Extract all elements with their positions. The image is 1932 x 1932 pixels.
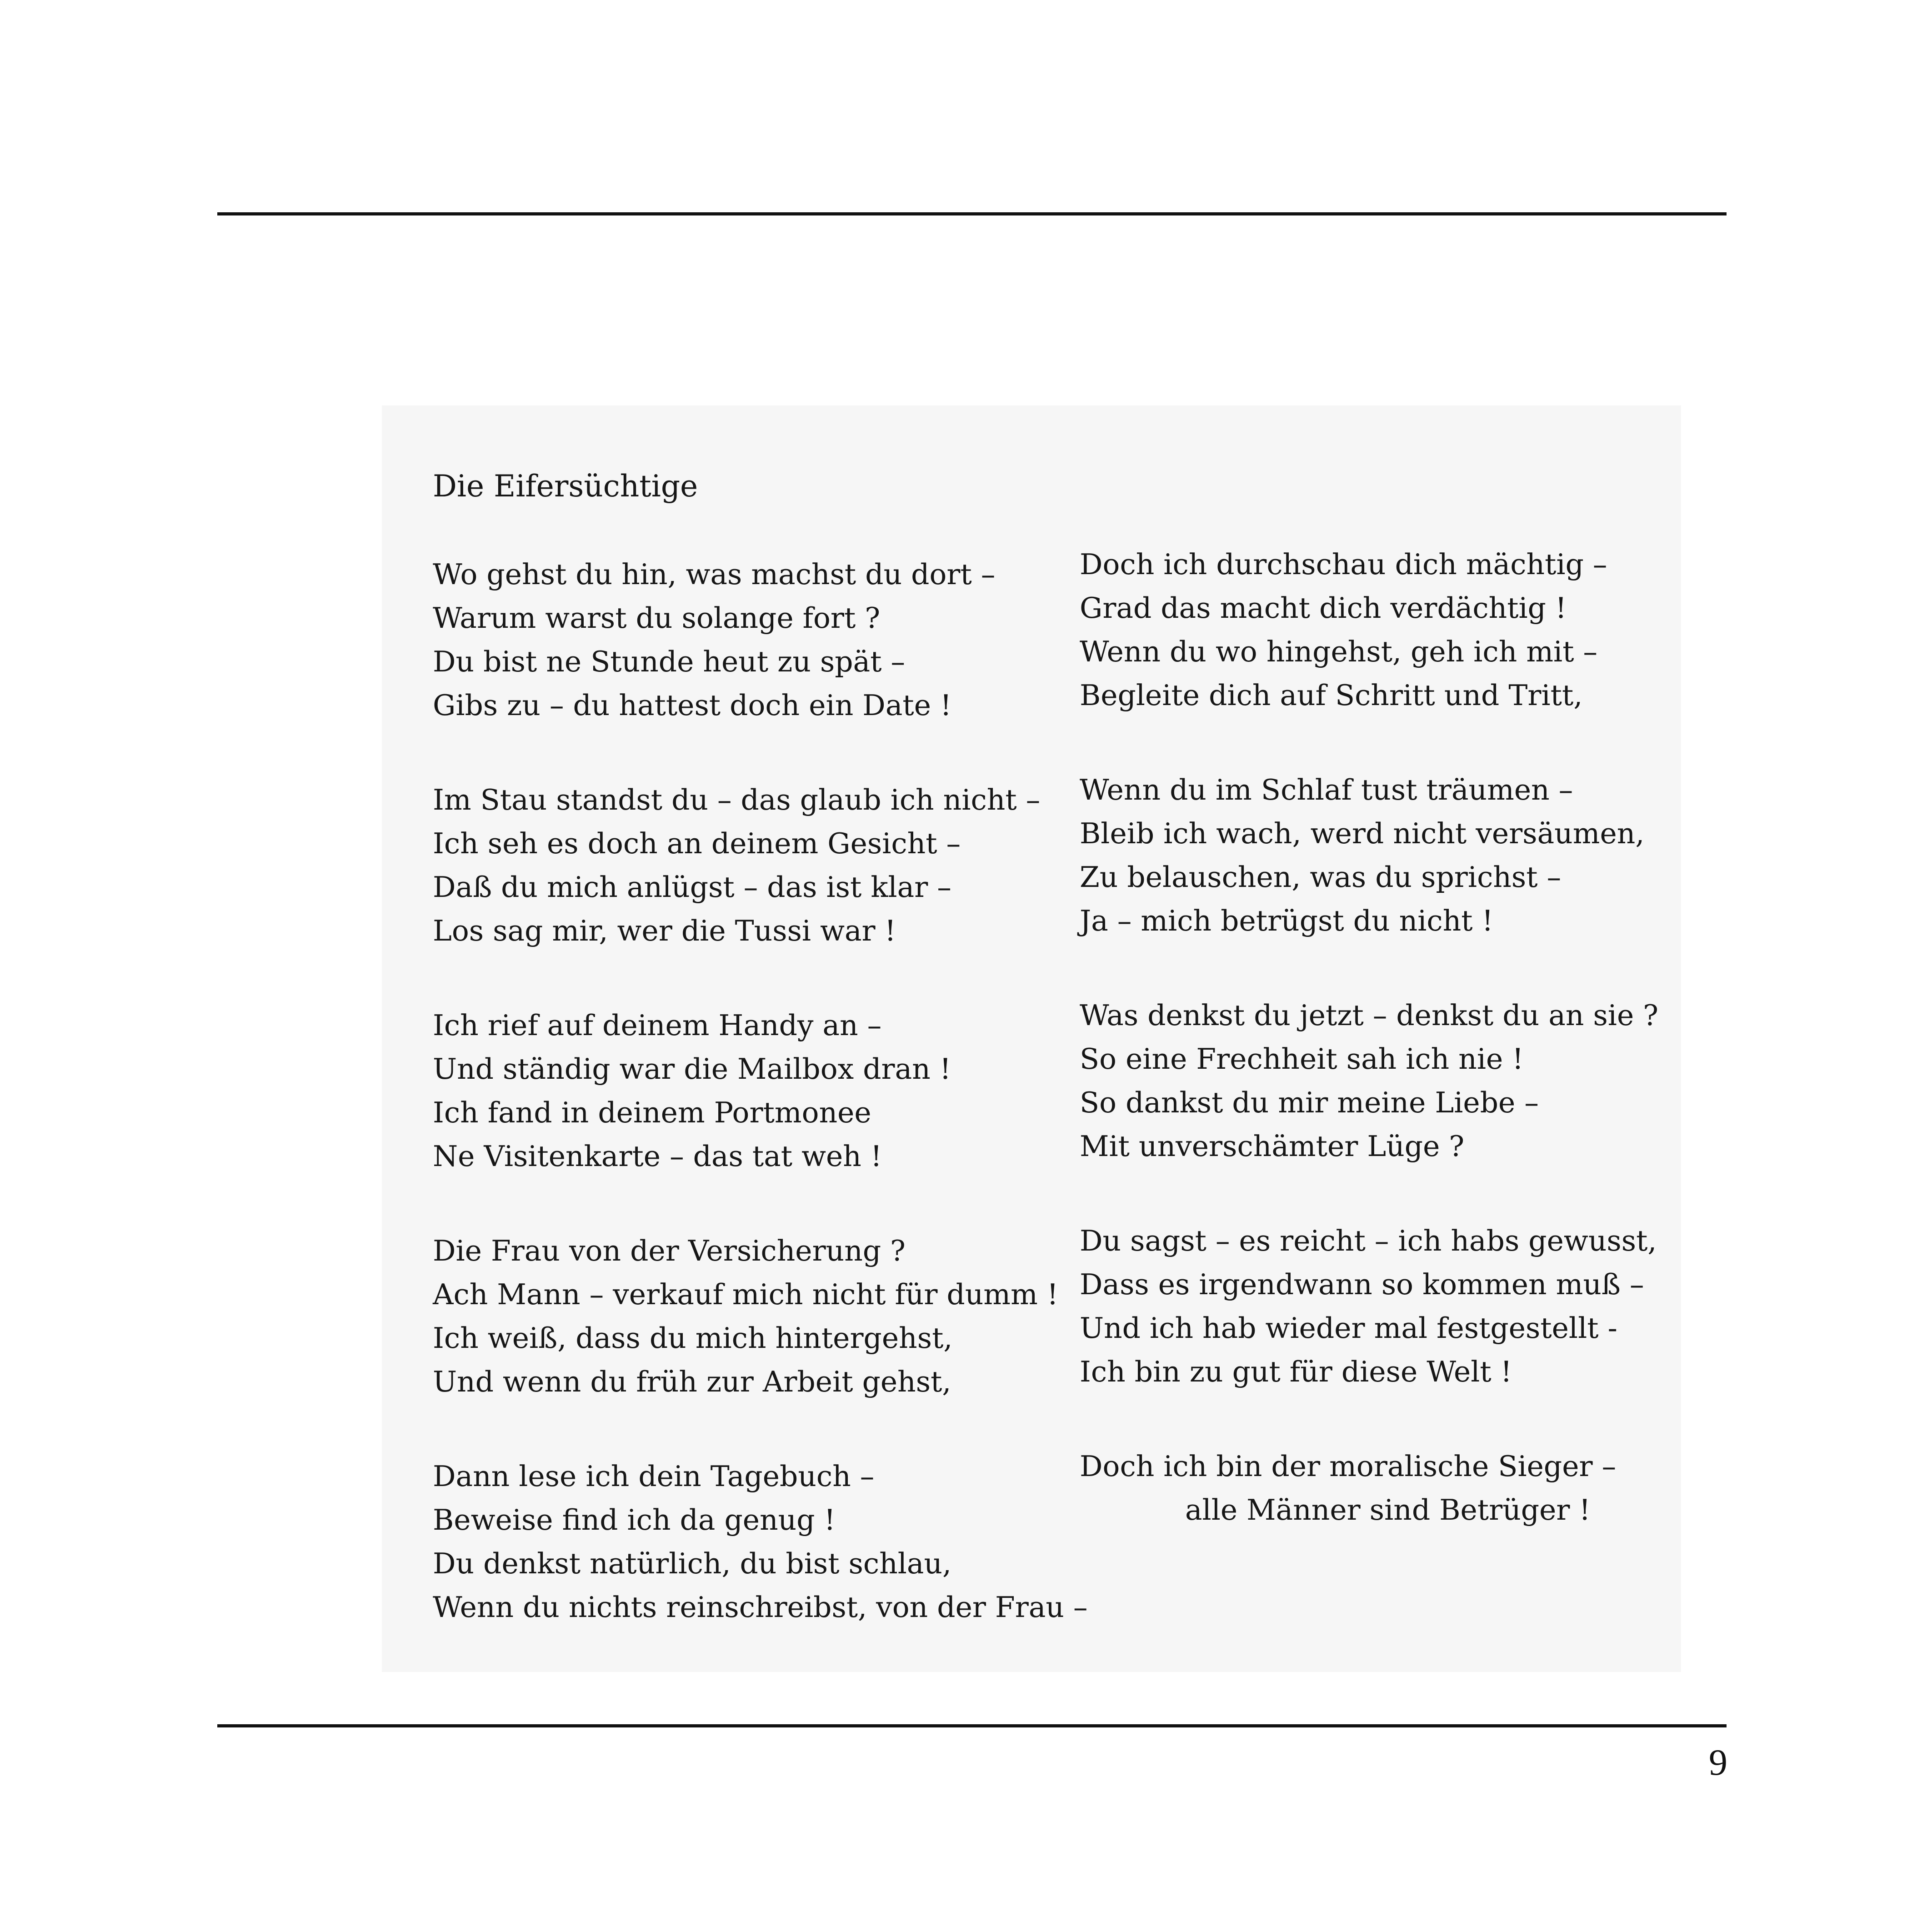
poem-line: Wo gehst du hin, was machst du dort – [433,558,996,591]
poem-line: Die Frau von der Versicherung ? [433,1234,906,1267]
poem-line: Grad das macht dich verdächtig ! [1080,591,1567,625]
poem-title: Die Eifersüchtige [433,469,698,504]
poem-line: Was denkst du jetzt – denkst du an sie ? [1080,999,1659,1032]
stanza [1080,1445,1658,1532]
poem-line: Zu belauschen, was du sprichst – [1080,861,1562,894]
poem-line: Und ständig war die Mailbox dran ! [433,1052,951,1086]
stanza [433,1229,1088,1404]
poem-line: Warum warst du solange fort ? [433,601,881,635]
poem-line: Beweise find ich da genug ! [433,1503,836,1537]
poem-line: Ich bin zu gut für diese Welt ! [1080,1355,1512,1388]
poem-line: So eine Frechheit sah ich nie ! [1080,1042,1524,1076]
poem-line: Und ich hab wieder mal festgestellt - [1080,1311,1617,1345]
poem-line: Ich seh es doch an deinem Gesicht – [433,827,961,860]
poem-line: Du sagst – es reicht – ich habs gewusst, [1080,1224,1657,1257]
top-rule [217,212,1727,215]
stanza [1080,1219,1658,1394]
poem-line: Mit unverschämter Lüge ? [1080,1130,1465,1163]
poem-left-column [433,465,1088,1680]
poem-line: So dankst du mir meine Liebe – [1080,1086,1539,1119]
poem-line: Dann lese ich dein Tagebuch – [433,1460,875,1493]
poem-line: Und wenn du früh zur Arbeit gehst, [433,1365,951,1398]
poem-line: Gibs zu – du hattest doch ein Date ! [433,689,952,722]
poem-line: Doch ich durchschau dich mächtig – [1080,548,1607,581]
poem-line: Du denkst natürlich, du bist schlau, [433,1547,952,1580]
stanza [433,553,1088,727]
stanza [433,1004,1088,1178]
poem-line: Wenn du im Schlaf tust träumen – [1080,773,1573,806]
poem-line: Doch ich bin der moralische Sieger – [1080,1450,1617,1483]
poem-line: alle Männer sind Betrüger ! [1185,1493,1591,1527]
poem-line: Du bist ne Stunde heut zu spät – [433,645,906,678]
page-number: 9 [1709,1742,1727,1783]
poem-line: Daß du mich anlügst – das ist klar – [433,871,951,904]
poem-line: Dass es irgendwann so kommen muß – [1080,1268,1644,1301]
poem-line: Ich fand in deinem Portmonee [433,1096,871,1129]
bottom-rule [217,1724,1727,1727]
poem-line: Begleite dich auf Schritt und Tritt, [1080,679,1583,712]
poem-line: Ja – mich betrügst du nicht ! [1080,904,1493,937]
stanza [1080,543,1658,717]
stanza [1080,994,1658,1168]
poem-line: Im Stau standst du – das glaub ich nicht – [433,783,1041,816]
poem-line: Wenn du nichts reinschreibst, von der Frau – [433,1591,1088,1624]
stanza [1080,768,1658,943]
poem-scan [382,405,1681,1672]
poem-line: Ich rief auf deinem Handy an – [433,1009,882,1042]
stanza [433,1455,1088,1629]
poem-line: Ne Visitenkarte – das tat weh ! [433,1140,882,1173]
poem-right-column [1080,543,1658,1583]
poem-line: Ich weiß, dass du mich hintergehst, [433,1321,953,1355]
poem-line: Bleib ich wach, werd nicht versäumen, [1080,817,1645,850]
poem-line: Ach Mann – verkauf mich nicht für dumm ! [433,1278,1059,1311]
poem-line: Wenn du wo hingehst, geh ich mit – [1080,635,1598,668]
stanza [433,778,1088,953]
poem-line: Los sag mir, wer die Tussi war ! [433,914,896,947]
